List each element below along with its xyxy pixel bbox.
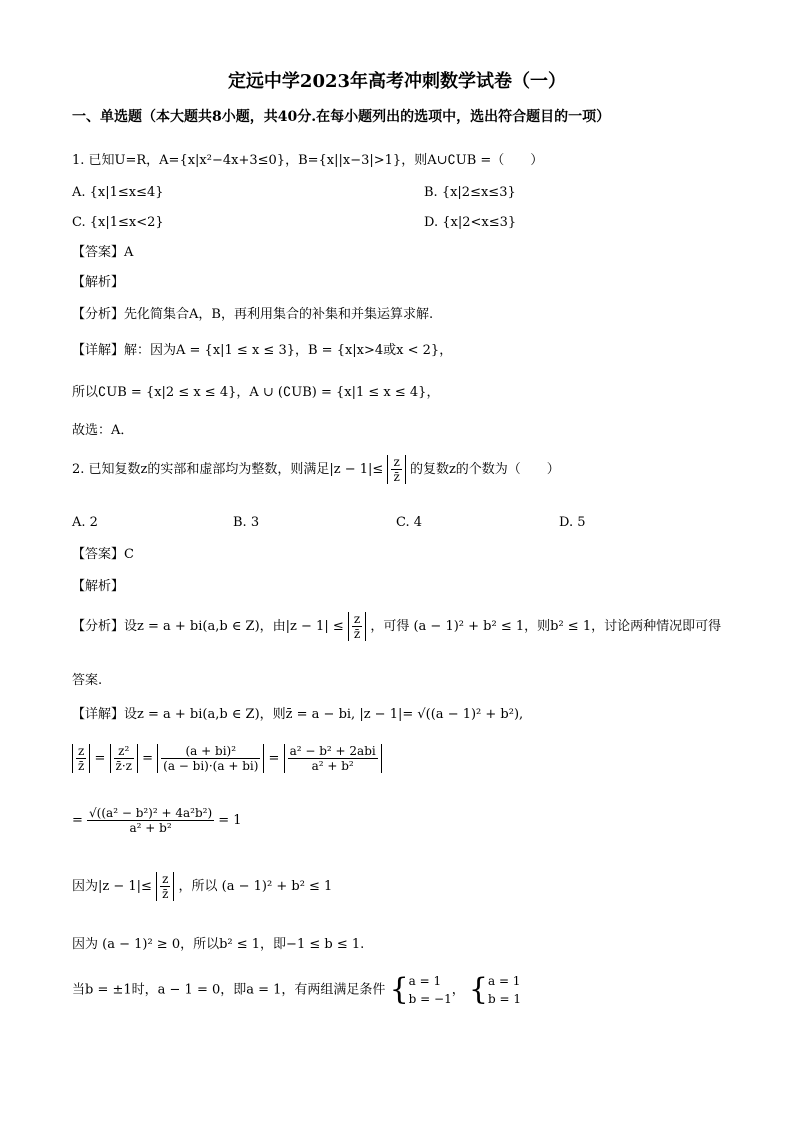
q2-option-b: B. 3 [233, 515, 260, 530]
q1-option-d: D. {x|2<x≤3} [424, 215, 517, 230]
q1-analysis: 【分析】先化简集合A，B，再利用集合的补集和并集运算求解. [72, 307, 434, 322]
q2-because-2: 因为 (a − 1)² ≥ 0，所以b² ≤ 1，即−1 ≤ b ≤ 1. [72, 937, 365, 952]
q1-option-c: C. {x|1≤x<2} [72, 215, 164, 230]
q1-detail-1: 【详解】解：因为A = {x|1 ≤ x ≤ 3}，B = {x|x>4或x < 2}， [72, 343, 453, 358]
q2-analysis-end: 答案. [72, 673, 103, 688]
q2-option-d: D. 5 [559, 515, 586, 530]
section-heading: 一、单选题（本大题共8小题，共40分.在每小题列出的选项中，选出符合题目的一项） [72, 109, 611, 125]
q2-option-a: A. 2 [72, 515, 98, 530]
q1-answer: 【答案】A [72, 245, 134, 260]
q2-jiexi-label: 【解析】 [72, 579, 125, 594]
q2-stem-part-a: 2. 已知复数z的实部和虚部均为整数，则满足|z − 1|≤ [72, 462, 384, 477]
q2-detail-1: 【详解】设z = a + bi(a,b ∈ Z)，则z̄ = a − bi, |z − 1|= √((a − 1)² + b²), [72, 707, 524, 722]
question-2-stem [72, 455, 560, 484]
q1-detail-2: 所以∁UB = {x|2 ≤ x ≤ 4}，A ∪ (∁UB) = {x|1 ≤ x ≤ 4}， [72, 385, 440, 400]
z-over-zbar-abs: $\frac{z}{z̄}$ [387, 455, 405, 484]
q1-option-a: A. {x|1≤x≤4} [72, 185, 164, 200]
q2-equation-1: $\frac{z}{z̄}$ = $\frac{\text{z²}}{z̄\cdot z}$ = $\frac{\text{(a + bi)²}}{(a - bi)\cdot(a + bi)}$ = $\frac{\text{a² − b² + 2abi}}{\text{a² + b²}}$ [72, 744, 382, 773]
exam-title: 定远中学2023年高考冲刺数学试卷（一） [227, 71, 567, 92]
q1-jiexi-label: 【解析】 [72, 275, 125, 290]
q1-option-b: B. {x|2≤x≤3} [424, 185, 516, 200]
q2-option-c: C. 4 [396, 515, 423, 530]
q2-analysis-part-a: 【分析】设z = a + bi(a,b ∈ Z)，由|z − 1| ≤ [72, 619, 344, 634]
system-1: a = 1 b = −1 [408, 974, 452, 1006]
question-1-stem: 1. 已知U=R，A={x|x²−4x+3≤0}，B={x||x−3|>1}，则A∪∁UB =（ ） [72, 153, 544, 168]
q1-conclusion: 故选：A． [72, 423, 134, 438]
q2-equation-2: = $\frac{\text{√((a² − b²)² + 4a²b²)}}{\text{a² + b²}}$ = 1 [72, 806, 242, 835]
q2-case: 当b = ±1时，a − 1 = 0，即a = 1，有两组满足条件 { a = 1 b = −1 ， { a = 1 b = 1 [72, 972, 521, 1007]
system-2: a = 1 b = 1 [487, 974, 521, 1006]
q2-stem-part-b: 的复数z的个数为（ ） [409, 462, 560, 477]
z-over-zbar-abs: $\frac{z}{z̄}$ [348, 612, 366, 641]
q2-because-1: 因为|z − 1|≤ $\frac{z}{z̄}$ ，所以 (a − 1)² + b² ≤ 1 [72, 872, 333, 901]
q2-analysis-part-b: ，可得 (a − 1)² + b² ≤ 1，则b² ≤ 1，讨论两种情况即可得 [370, 619, 722, 634]
q2-analysis [72, 612, 721, 641]
q2-answer: 【答案】C [72, 547, 134, 562]
